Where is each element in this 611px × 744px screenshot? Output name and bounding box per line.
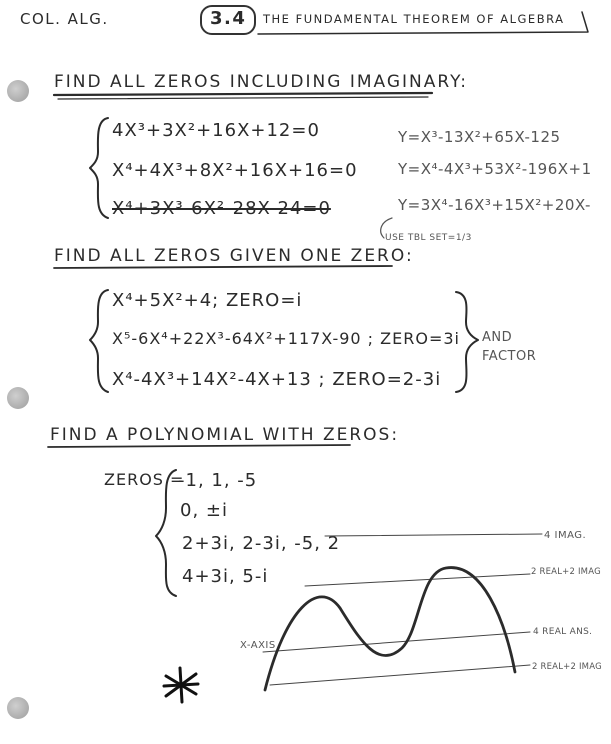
zeros-row-1: -1, 1, -5 <box>178 470 258 491</box>
side-function-2: Y=X⁴-4X³+53X²-196X+1 <box>398 160 592 178</box>
equation-2c: X⁴-4X³+14X²-4X+13 ; ZERO=2-3i <box>112 369 442 390</box>
section-number: 3.4 <box>210 8 247 29</box>
section-heading-1: FIND ALL ZEROS INCLUDING IMAGINARY: <box>54 72 468 92</box>
equation-1a: 4X³+3X²+16X+12=0 <box>112 120 320 141</box>
zeros-row-3: 2+3i, 2-3i, -5, 2 <box>182 533 341 554</box>
star-mark-icon <box>164 668 198 702</box>
side-function-3: Y=3X⁴-16X³+15X²+20X- <box>398 196 591 214</box>
and-factor-note-line1: AND <box>482 330 513 345</box>
graph-label-2: 2 REAL+2 IMAG <box>531 567 601 577</box>
equation-1b: X⁴+4X³+8X²+16X+16=0 <box>112 160 358 181</box>
section-heading-3: FIND A POLYNOMIAL WITH ZEROS: <box>50 425 400 445</box>
graph-label-x-axis: X-AXIS <box>240 640 276 651</box>
side-function-1: Y=X³-13X²+65X-125 <box>398 128 561 146</box>
course-label: COL. ALG. <box>20 10 109 28</box>
table-setting-note: USE TBL SET=1/3 <box>385 233 472 243</box>
section-heading-2: FIND ALL ZEROS GIVEN ONE ZERO: <box>54 246 414 266</box>
graph-label-3: 4 REAL ANS. <box>533 627 593 637</box>
page-title: THE FUNDAMENTAL THEOREM OF ALGEBRA <box>263 12 565 26</box>
zeros-row-2: 0, ±i <box>180 500 228 521</box>
zeros-label: ZEROS = <box>104 470 185 489</box>
graph-label-4: 2 REAL+2 IMAG <box>532 662 602 672</box>
equation-2a: X⁴+5X²+4; ZERO=i <box>112 290 303 311</box>
equation-2b: X⁵-6X⁴+22X³-64X²+117X-90 ; ZERO=3i <box>112 329 460 348</box>
graph-label-1: 4 IMAG. <box>544 530 587 541</box>
equation-1c: X⁴+3X³-6X²-28X-24=0 <box>112 198 331 219</box>
zeros-row-4: 4+3i, 5-i <box>182 566 269 587</box>
and-factor-note-line2: FACTOR <box>482 349 537 364</box>
